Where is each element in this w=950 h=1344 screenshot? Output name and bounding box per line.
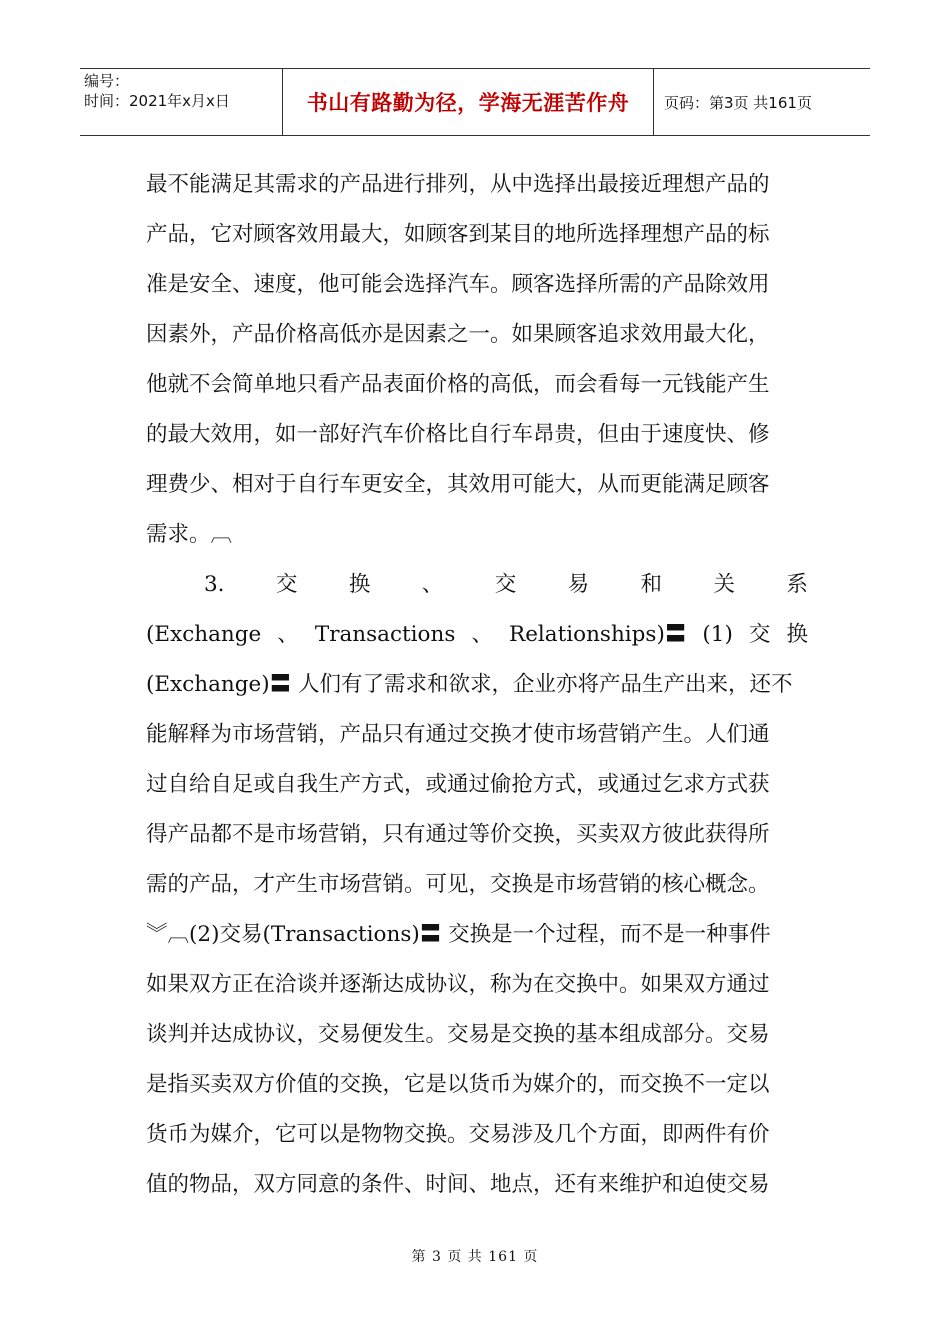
heading-token: 、 xyxy=(421,572,444,597)
body-line: 能解释为市场营销，产品只有通过交换才使市场营销产生。人们通 xyxy=(146,722,770,747)
body-line: ︾︹(2)交易(Transactions)〓 交换是一个过程，而不是一种事件 xyxy=(146,922,771,947)
heading-token: Relationships)〓 xyxy=(509,622,687,647)
document-number-label: 编号： xyxy=(84,72,130,90)
body-line: 需的产品，才产生市场营销。可见，交换是市场营销的核心概念。 xyxy=(146,872,770,897)
section-heading-continued xyxy=(146,610,808,660)
body-line: 他就不会简单地只看产品表面价格的高低，而会看每一元钱能产生 xyxy=(146,372,770,397)
heading-token: (Exchange xyxy=(146,622,262,647)
heading-token: 、 xyxy=(471,622,493,647)
body-line: 货币为媒介，它可以是物物交换。交易涉及几个方面，即两件有价 xyxy=(146,1122,770,1147)
body-line: 如果双方正在洽谈并逐渐达成协议，称为在交换中。如果双方通过 xyxy=(146,972,770,997)
body-line: 谈判并达成协议，交易便发生。交易是交换的基本组成部分。交易 xyxy=(146,1022,770,1047)
body-line: 产品，它对顾客效用最大，如顾客到某目的地所选择理想产品的标 xyxy=(146,222,770,247)
body-line: 理费少、相对于自行车更安全，其效用可能大，从而更能满足顾客 xyxy=(146,472,770,497)
heading-token: 交 xyxy=(275,572,298,597)
heading-token: 易 xyxy=(567,572,590,597)
heading-token: 换 xyxy=(786,622,808,647)
heading-token: 关 xyxy=(713,572,735,597)
heading-token: 系 xyxy=(786,572,808,597)
heading-token: 和 xyxy=(640,572,663,597)
body-line: 过自给自足或自我生产方式，或通过偷抢方式，或通过乞求方式获 xyxy=(146,772,770,797)
body-line: 得产品都不是市场营销，只有通过等价交换，买卖双方彼此获得所 xyxy=(146,822,770,847)
heading-token: 、 xyxy=(277,622,299,647)
heading-token: 3. xyxy=(204,572,225,597)
document-body xyxy=(146,160,808,1210)
body-line: 因素外，产品价格高低亦是因素之一。如果顾客追求效用最大化， xyxy=(146,322,770,347)
heading-token: (1) xyxy=(702,622,733,647)
heading-token: 交 xyxy=(494,572,517,597)
page-footer: 第 3 页 共 161 页 xyxy=(411,1249,539,1265)
heading-token: 交 xyxy=(748,622,771,647)
heading-token: 换 xyxy=(348,572,371,597)
section-heading xyxy=(146,560,808,610)
header-meta xyxy=(80,69,282,135)
body-line: 最不能满足其需求的产品进行排列，从中选择出最接近理想产品的 xyxy=(146,172,770,197)
body-line: 准是安全、速度，他可能会选择汽车。顾客选择所需的产品除效用 xyxy=(146,272,770,297)
document-time-label: 时间：2021年x月x日 xyxy=(84,92,230,110)
header-page-info: 页码：第3页 共161页 xyxy=(664,93,812,112)
body-line: 值的物品，双方同意的条件、时间、地点，还有来维护和迫使交易 xyxy=(146,1172,770,1197)
heading-token: Transactions xyxy=(314,622,456,647)
body-line: 是指买卖双方价值的交换，它是以货币为媒介的，而交换不一定以 xyxy=(146,1072,770,1097)
page-header xyxy=(80,68,870,136)
body-line: 的最大效用，如一部好汽车价格比自行车昂贵，但由于速度快、修 xyxy=(146,422,770,447)
header-motto: 书山有路勤为径，学海无涯苦作舟 xyxy=(282,69,654,135)
body-line: 需求。︹ xyxy=(146,522,233,547)
body-line: (Exchange)〓 人们有了需求和欲求，企业亦将产品生产出来，还不 xyxy=(146,672,793,697)
